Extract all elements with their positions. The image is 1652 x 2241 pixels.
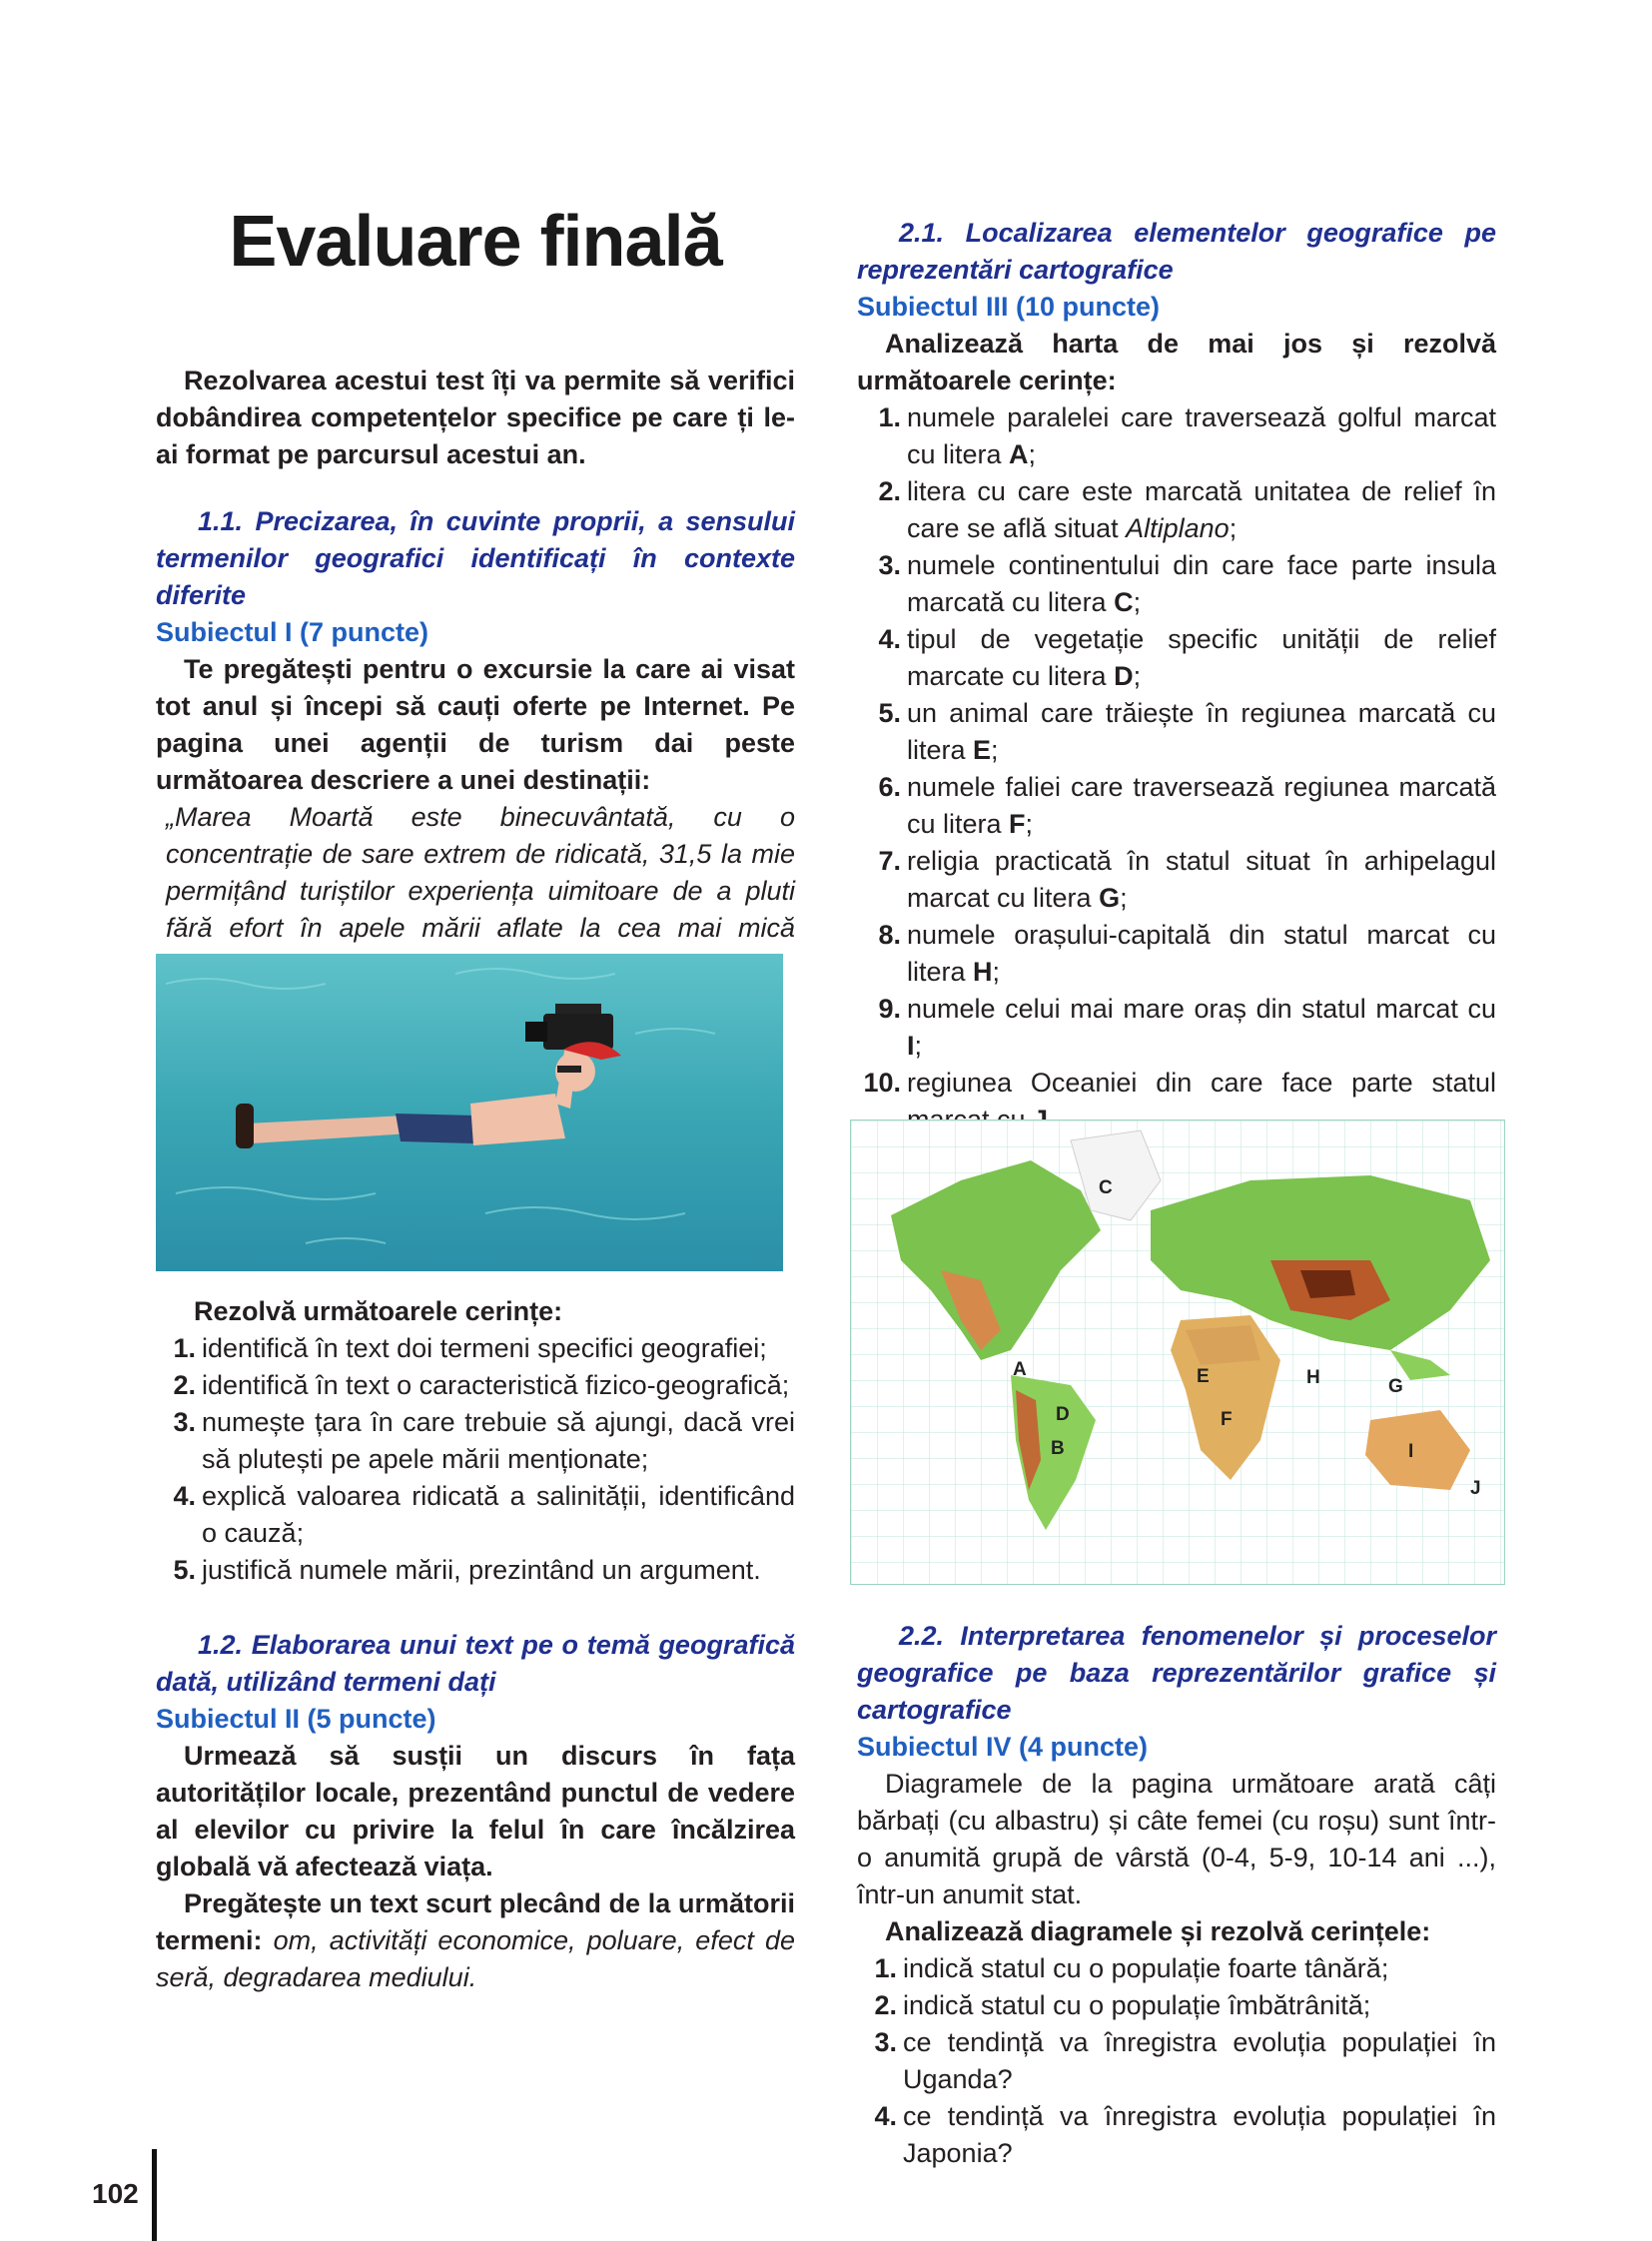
task-text: numele orașului-capitală din statul marcat cu litera [907,920,1496,987]
subject-2-prompt: Urmează să susții un discurs în fața autorităților locale, prezentând punctul de vedere al elevilor cu privire la felul în care încălzirea globală vă afectează viața. [156,1741,795,1881]
task-text: ce tendință va înregistra evoluția populației în Uganda? [903,2027,1496,2094]
world-relief-map [850,1120,1505,1585]
task-item [861,695,1496,769]
task-text: tipul de vegetație specific unității de relief marcate cu litera [907,624,1496,691]
task-map-letter: I [907,1031,915,1061]
task-item [857,1950,1496,1987]
task-number: 5. [173,1555,196,1585]
task-punctuation: ; [1025,809,1034,839]
task-text: ce tendință va înregistra evoluția populației în Japonia? [903,2101,1496,2168]
page-title: Evaluare finală [229,202,722,282]
subject-3-task-list [857,399,1496,1138]
map-label-b: B [1051,1438,1065,1459]
subject-2-terms: om, activități economice, poluare, efect de seră, degradarea mediului. [156,1925,795,1992]
task-map-letter: F [1009,809,1026,839]
map-label-j: J [1470,1478,1481,1499]
task-punctuation: ; [1028,439,1037,469]
world-map-graphic [851,1120,1504,1584]
map-label-i: I [1408,1441,1414,1462]
map-label-e: E [1197,1366,1210,1387]
intro-text: Rezolvarea acestui test îți va permite să verifici dobândirea competențelor specifice pe care ți le-ai format pe parcursul acestui an. [156,366,795,469]
task-number: 8. [878,920,901,950]
objective-number: 2.1. [899,218,945,248]
task-text: un animal care trăiește în regiunea marcată cu litera [907,698,1496,765]
task-text: litera cu care este marcată unitatea de relief în care se află situat [907,476,1496,543]
map-label-g: G [1388,1376,1403,1397]
task-italic-term: Altiplano [1126,513,1230,543]
task-text: numele faliei care traversează regiunea marcată cu litera [907,772,1496,839]
task-item [857,2024,1496,2098]
task-item [156,1478,795,1552]
objective-number: 1.2. [198,1630,244,1660]
objective-text: Localizarea elementelor geografice pe reprezentări cartografice [857,218,1496,285]
task-item [861,843,1496,917]
task-item [861,621,1496,695]
task-punctuation: ; [914,1031,923,1061]
task-number: 4. [874,2101,897,2131]
page-margin-bar [152,2149,157,2241]
task-number: 4. [878,624,901,654]
task-map-letter: G [1099,883,1121,913]
objective-2-2 [857,1618,1496,1729]
task-text: regiunea Oceaniei din care face parte statul [907,1068,1496,1098]
task-item [156,1552,795,1589]
objective-text: Elaborarea unui text pe o temă geografică dată, utilizând termeni dați [156,1630,795,1697]
task-text: numele celui mai mare oraș din statul marcat cu [907,994,1496,1024]
task-text: explică valoarea ridicată a salinității, identificând o cauză; [202,1481,795,1548]
objective-2-1 [857,215,1496,289]
task-text: numele paralelei care traversează golful marcat cu litera [907,402,1496,469]
task-map-letter: D [1114,661,1134,691]
task-number: 10. [863,1068,901,1098]
task-number: 2. [173,1370,196,1400]
objective-1-2 [156,1627,795,1701]
task-text: numele continentului din care face parte insula marcată cu litera [907,550,1496,617]
task-number: 2. [878,476,901,506]
right-column-lower [857,1618,1496,2172]
subject-1-quote: „Marea Moartă este binecuvântată, cu o concentrație de sare extrem de ridicată, 31,5 la mie permițând turiștilor experiența uimitoare de a pluti fără efort în apele mării aflate la cea mai mică [166,802,795,943]
task-item [857,2098,1496,2172]
page-number: 102 [92,2178,139,2209]
subject-1-task-list [156,1330,795,1589]
task-number: 1. [173,1333,196,1363]
floating-person-illustration [156,954,783,1271]
task-item [156,1367,795,1404]
task-item [861,917,1496,991]
subject-4-task-list [857,1950,1496,2172]
task-number: 6. [878,772,901,802]
task-text: identifică în text doi termeni specifici geografiei; [202,1333,767,1363]
task-text: identifică în text o caracteristică fizico-geografică; [202,1370,790,1400]
right-column [857,215,1496,1138]
objective-number: 2.2. [899,1621,945,1651]
task-item [156,1330,795,1367]
subject-4-tasks-title: Analizează diagramele și rezolvă cerințele: [885,1916,1431,1946]
subject-1: Subiectul I (7 puncte) [156,617,429,647]
map-label-d: D [1056,1404,1070,1425]
task-map-letter: A [1009,439,1029,469]
subject-2: Subiectul II (5 puncte) [156,1704,436,1734]
task-number: 3. [874,2027,897,2057]
task-item [861,399,1496,473]
task-punctuation: ; [1120,883,1128,913]
subject-4-prompt: Diagramele de la pagina următoare arată câți bărbați (cu albastru) și câte femei (cu roșu) sunt într-o anumită grupă de vârstă (0-4, 5-9, 10-14 ani ...), într-un anumit stat. [857,1769,1496,1909]
subject-2-prompt-2 [156,1885,795,1996]
task-text: justifică numele mării, prezintând un argument. [202,1555,761,1585]
task-number: 5. [878,698,901,728]
task-text: indică statul cu o populație îmbătrânită; [903,1990,1371,2020]
task-map-letter: E [973,735,992,765]
task-map-letter: C [1114,587,1134,617]
objective-number: 1.1. [198,506,244,536]
task-number: 1. [878,402,901,432]
task-punctuation: ; [991,735,999,765]
task-number: 7. [878,846,901,876]
map-label-f: F [1221,1409,1233,1430]
task-number: 1. [874,1953,897,1983]
subject-4: Subiectul IV (4 puncte) [857,1732,1149,1762]
subject-1-tasks-title: Rezolvă următoarele cerințe: [194,1296,563,1326]
subject-1-prompt: Te pregătești pentru o excursie la care ai visat tot anul și începi să cauți oferte pe Internet. Pe pagina unei agenții de turism dai peste următoarea descriere a unei destinații: [156,654,795,795]
subject-3-prompt: Analizează harta de mai jos și rezolvă următoarele cerințe: [857,329,1496,395]
task-punctuation: ; [992,957,1001,987]
subject-2-prompt-2-lead: Pregătește un text scurt plecând de la următorii termeni: [156,1888,795,1955]
task-item [861,991,1496,1065]
task-number: 2. [874,1990,897,2020]
task-punctuation: ; [1229,513,1238,543]
map-label-h: H [1306,1367,1320,1388]
map-label-c: C [1099,1177,1113,1198]
task-item [861,547,1496,621]
task-text: numește țara în care trebuie să ajungi, dacă vrei să plutești pe apele mării menționate; [202,1407,795,1474]
task-item [857,1987,1496,2024]
task-number: 3. [173,1407,196,1437]
subject-3: Subiectul III (10 puncte) [857,292,1161,322]
task-number: 3. [878,550,901,580]
objective-1-1 [156,503,795,614]
task-item [861,473,1496,547]
objective-text: Interpretarea fenomenelor și proceselor geografice pe baza reprezentărilor grafice și cartografice [857,1621,1496,1725]
task-number: 4. [173,1481,196,1511]
task-item [861,769,1496,843]
task-text: indică statul cu o populație foarte tânără; [903,1953,1389,1983]
task-punctuation: ; [1133,661,1142,691]
task-number: 9. [878,994,901,1024]
task-punctuation: ; [1133,587,1142,617]
task-map-letter: H [973,957,993,987]
task-text: religia practicată în statul situat în arhipelagul marcat cu litera [907,846,1496,913]
map-label-a: A [1013,1359,1027,1380]
objective-text: Precizarea, în cuvinte proprii, a sensului termenilor geografici identificați în contexte diferite [156,506,795,610]
dead-sea-photo [156,954,783,1271]
task-item [156,1404,795,1478]
